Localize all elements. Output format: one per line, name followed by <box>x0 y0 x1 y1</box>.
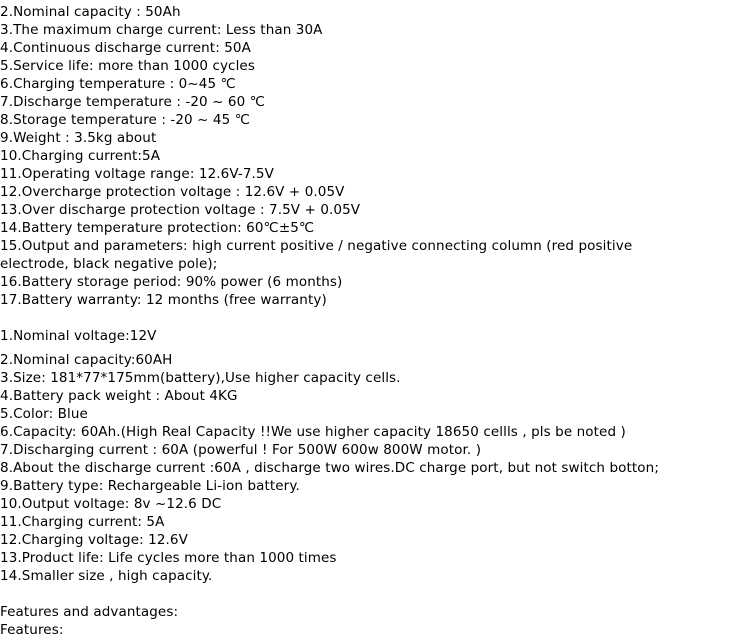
spec-line: 14.Smaller size , high capacity. <box>0 568 213 584</box>
spacer <box>0 585 750 603</box>
spec-line: 7.Discharging current : 60A (powerful ! For 500W 600w 800W motor. ) <box>0 442 482 458</box>
spec-line: 8.Storage temperature : -20 ~ 45 ℃ <box>0 112 250 128</box>
features-subheading: Features: <box>0 622 64 638</box>
spec-line: 14.Battery temperature protection: 60℃±5℃ <box>0 220 315 236</box>
spec-list-2 <box>0 327 750 585</box>
spec-line: 10.Charging current:5A <box>0 148 161 164</box>
spec-line: 9.Battery type: Rechargeable Li-ion battery. <box>0 478 300 494</box>
spec-line: 13.Over discharge protection voltage : 7.5V + 0.05V <box>0 202 361 218</box>
spec-line: 16.Battery storage period: 90% power (6 months) <box>0 274 343 290</box>
spec-line: 2.Nominal capacity:60AH <box>0 352 173 368</box>
spec-line: 5.Service life: more than 1000 cycles <box>0 58 255 74</box>
features-heading: Features and advantages: <box>0 604 179 620</box>
spec-line: 1.Nominal voltage:12V <box>0 328 157 344</box>
spec-line: 13.Product life: Life cycles more than 1000 times <box>0 550 337 566</box>
spec-line: 5.Color: Blue <box>0 406 88 422</box>
spec-line: 17.Battery warranty: 12 months (free warranty) <box>0 292 327 308</box>
spec-line: 4.Battery pack weight : About 4KG <box>0 388 238 404</box>
spacer <box>0 309 750 327</box>
spec-line: 7.Discharge temperature : -20 ~ 60 ℃ <box>0 94 265 110</box>
spec-line: 12.Overcharge protection voltage : 12.6V + 0.05V <box>0 184 345 200</box>
spec-line: 6.Charging temperature : 0~45 ℃ <box>0 76 236 92</box>
spec-line: 15.Output and parameters: high current positive / negative connecting column (red positive electrode, black negative pole); <box>0 238 633 272</box>
product-spec-document <box>0 3 750 639</box>
spec-line: 11.Charging current: 5A <box>0 514 165 530</box>
spec-line: 8.About the discharge current :60A , discharge two wires.DC charge port, but not switch botton; <box>0 460 659 476</box>
spec-line: 12.Charging voltage: 12.6V <box>0 532 188 548</box>
spec-line: 10.Output voltage: 8v ~12.6 DC <box>0 496 222 512</box>
spec-line: 3.Size: 181*77*175mm(battery),Use higher capacity cells. <box>0 370 401 386</box>
spec-line: 9.Weight : 3.5kg about <box>0 130 157 146</box>
spec-list-1 <box>0 3 750 309</box>
spec-line: 2.Nominal capacity : 50Ah <box>0 4 181 20</box>
spec-line: 6.Capacity: 60Ah.(High Real Capacity !!We use higher capacity 18650 cellls , pls be noted ) <box>0 424 626 440</box>
spec-line: 3.The maximum charge current: Less than 30A <box>0 22 323 38</box>
spec-line: 4.Continuous discharge current: 50A <box>0 40 251 56</box>
spec-line: 11.Operating voltage range: 12.6V-7.5V <box>0 166 274 182</box>
